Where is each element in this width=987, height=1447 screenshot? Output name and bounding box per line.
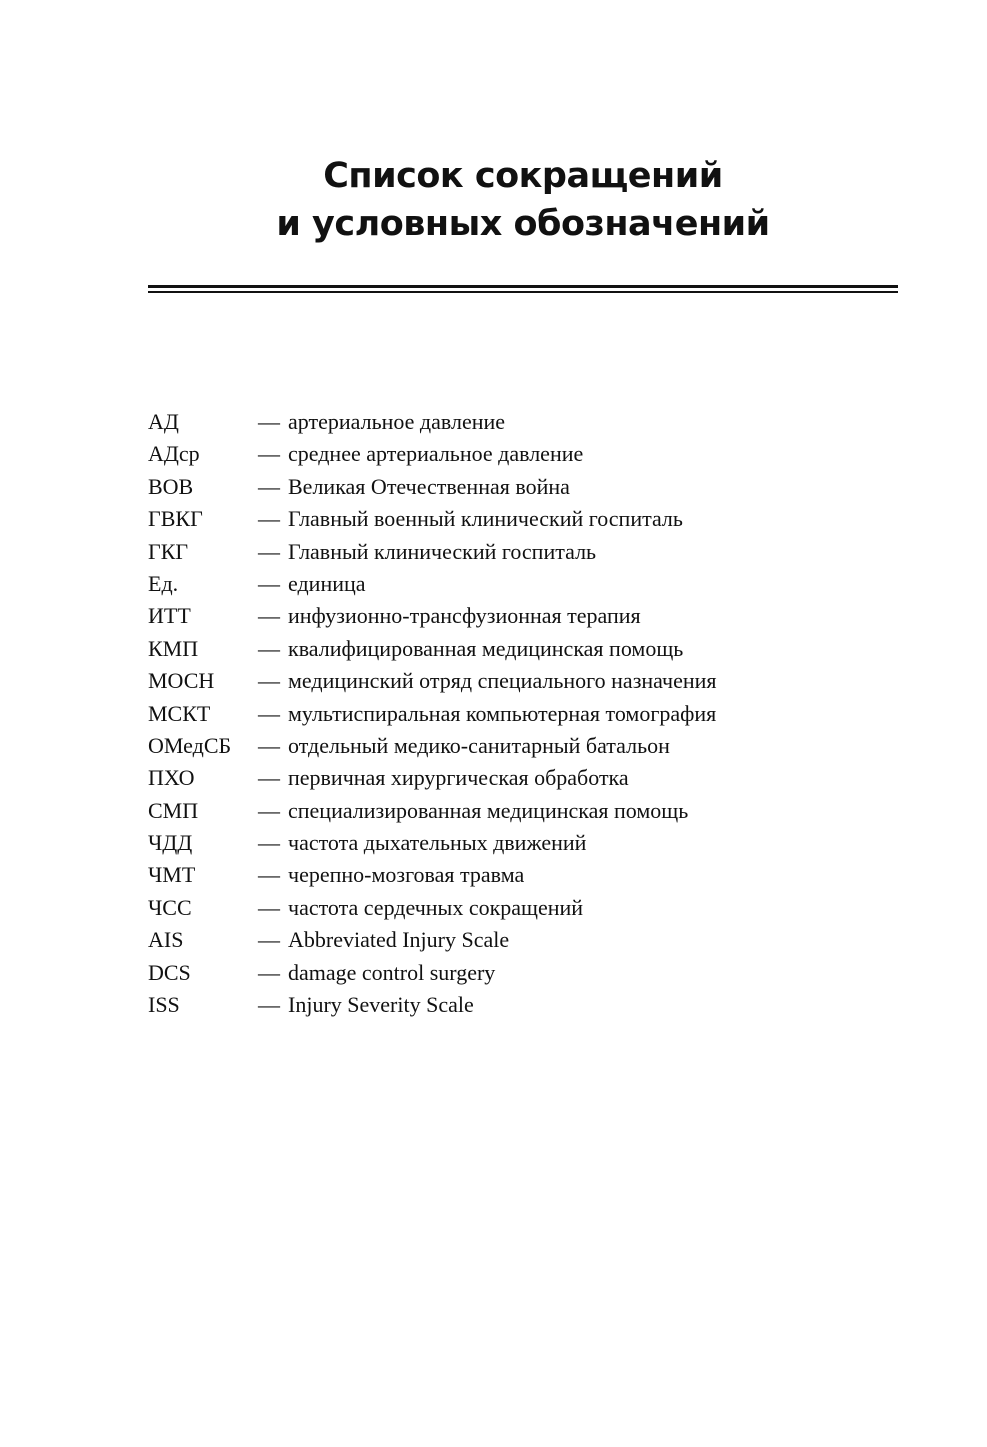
abbreviation-row (148, 730, 898, 762)
title-rule-thin-line (148, 291, 898, 293)
abbreviation-definition: частота сердечных сокращений (288, 894, 584, 920)
abbreviation-term: ВОВ (148, 473, 194, 499)
abbreviation-definition: инфузионно-трансфузионная терапия (288, 603, 641, 629)
abbreviation-row (148, 406, 898, 438)
abbreviation-dash: — (258, 862, 280, 888)
abbreviation-definition: единица (288, 570, 366, 596)
abbreviation-dash: — (258, 732, 280, 758)
abbreviation-term: ЧСС (148, 894, 192, 920)
abbreviation-dash: — (258, 927, 280, 953)
abbreviation-dash: — (258, 506, 280, 532)
abbreviation-dash: — (258, 700, 280, 726)
abbreviation-dash: — (258, 570, 280, 596)
abbreviation-dash: — (258, 992, 280, 1018)
abbreviation-definition: отдельный медико-санитарный батальон (288, 732, 670, 758)
abbreviation-dash: — (258, 538, 280, 564)
abbreviation-row (148, 795, 898, 827)
abbreviation-dash: — (258, 409, 280, 434)
abbreviation-definition: Главный клинический госпиталь (288, 538, 597, 564)
abbreviation-row (148, 989, 898, 1021)
abbreviation-term: Ед. (148, 570, 179, 596)
abbreviation-term: КМП (148, 635, 199, 661)
abbreviation-dash: — (258, 635, 280, 661)
abbreviation-term: СМП (148, 797, 199, 823)
abbreviation-term: ОМедСБ (148, 732, 232, 758)
abbreviation-dash: — (258, 765, 280, 791)
abbreviation-definition: первичная хирургическая обработка (288, 765, 629, 791)
abbreviation-term: ПХО (148, 765, 195, 791)
abbreviation-term: DCS (148, 959, 191, 985)
abbreviation-row (148, 438, 898, 470)
abbreviation-row (148, 471, 898, 503)
abbreviation-row (148, 633, 898, 665)
title-rule-thick-line (148, 285, 898, 288)
abbreviation-row (148, 957, 898, 989)
abbreviation-definition: Abbreviated Injury Scale (288, 927, 510, 953)
abbreviation-dash: — (258, 473, 280, 499)
abbreviation-row (148, 568, 898, 600)
abbreviation-definition: медицинский отряд специального назначения (288, 668, 717, 694)
abbreviation-row (148, 536, 898, 568)
abbreviation-dash: — (258, 959, 280, 985)
abbreviation-row (148, 600, 898, 632)
page-title-line-1: Список сокращений (323, 156, 723, 196)
abbreviation-dash: — (258, 441, 280, 467)
abbreviation-row (148, 827, 898, 859)
abbreviation-row (148, 698, 898, 730)
abbreviation-term: МОСН (148, 668, 215, 694)
abbreviation-row (148, 665, 898, 697)
abbreviation-term: ИТТ (148, 603, 191, 629)
abbreviation-definition: Injury Severity Scale (288, 992, 474, 1018)
abbreviation-row (148, 859, 898, 891)
abbreviation-definition: черепно-мозговая травма (288, 862, 525, 888)
page-title (148, 152, 898, 248)
abbreviation-dash: — (258, 830, 280, 856)
abbreviation-row (148, 924, 898, 956)
abbreviation-row (148, 503, 898, 535)
abbreviation-definition: частота дыхательных движений (288, 830, 587, 856)
abbreviation-definition: артериальное давление (288, 409, 506, 434)
abbreviation-definition: среднее артериальное давление (288, 441, 584, 467)
abbreviation-definition: Великая Отечественная война (288, 473, 570, 499)
abbreviation-term: АД (148, 409, 179, 434)
abbreviation-definition: специализированная медицинская помощь (288, 797, 689, 823)
abbreviation-term: ISS (148, 992, 180, 1018)
abbreviation-row (148, 762, 898, 794)
abbreviation-term: ГВКГ (148, 506, 203, 532)
page-title-line-2: и условных обозначений (276, 204, 770, 244)
abbreviation-definition: Главный военный клинический госпиталь (288, 506, 683, 532)
abbreviation-term: AIS (148, 927, 184, 953)
abbreviation-dash: — (258, 894, 280, 920)
abbreviation-dash: — (258, 797, 280, 823)
abbreviation-list (148, 406, 898, 1021)
abbreviation-dash: — (258, 603, 280, 629)
abbreviation-term: ГКГ (148, 538, 189, 564)
abbreviation-definition: damage control surgery (288, 959, 496, 985)
abbreviation-term: МСКТ (148, 700, 211, 726)
abbreviation-row (148, 892, 898, 924)
abbreviation-definition: квалифицированная медицинская помощь (288, 635, 684, 661)
abbreviation-term: ЧДД (148, 830, 193, 856)
abbreviation-term: ЧМТ (148, 862, 196, 888)
abbreviation-dash: — (258, 668, 280, 694)
abbreviation-term: АДср (148, 441, 200, 467)
abbreviation-definition: мультиспиральная компьютерная томография (288, 700, 717, 726)
title-double-rule (148, 285, 898, 295)
